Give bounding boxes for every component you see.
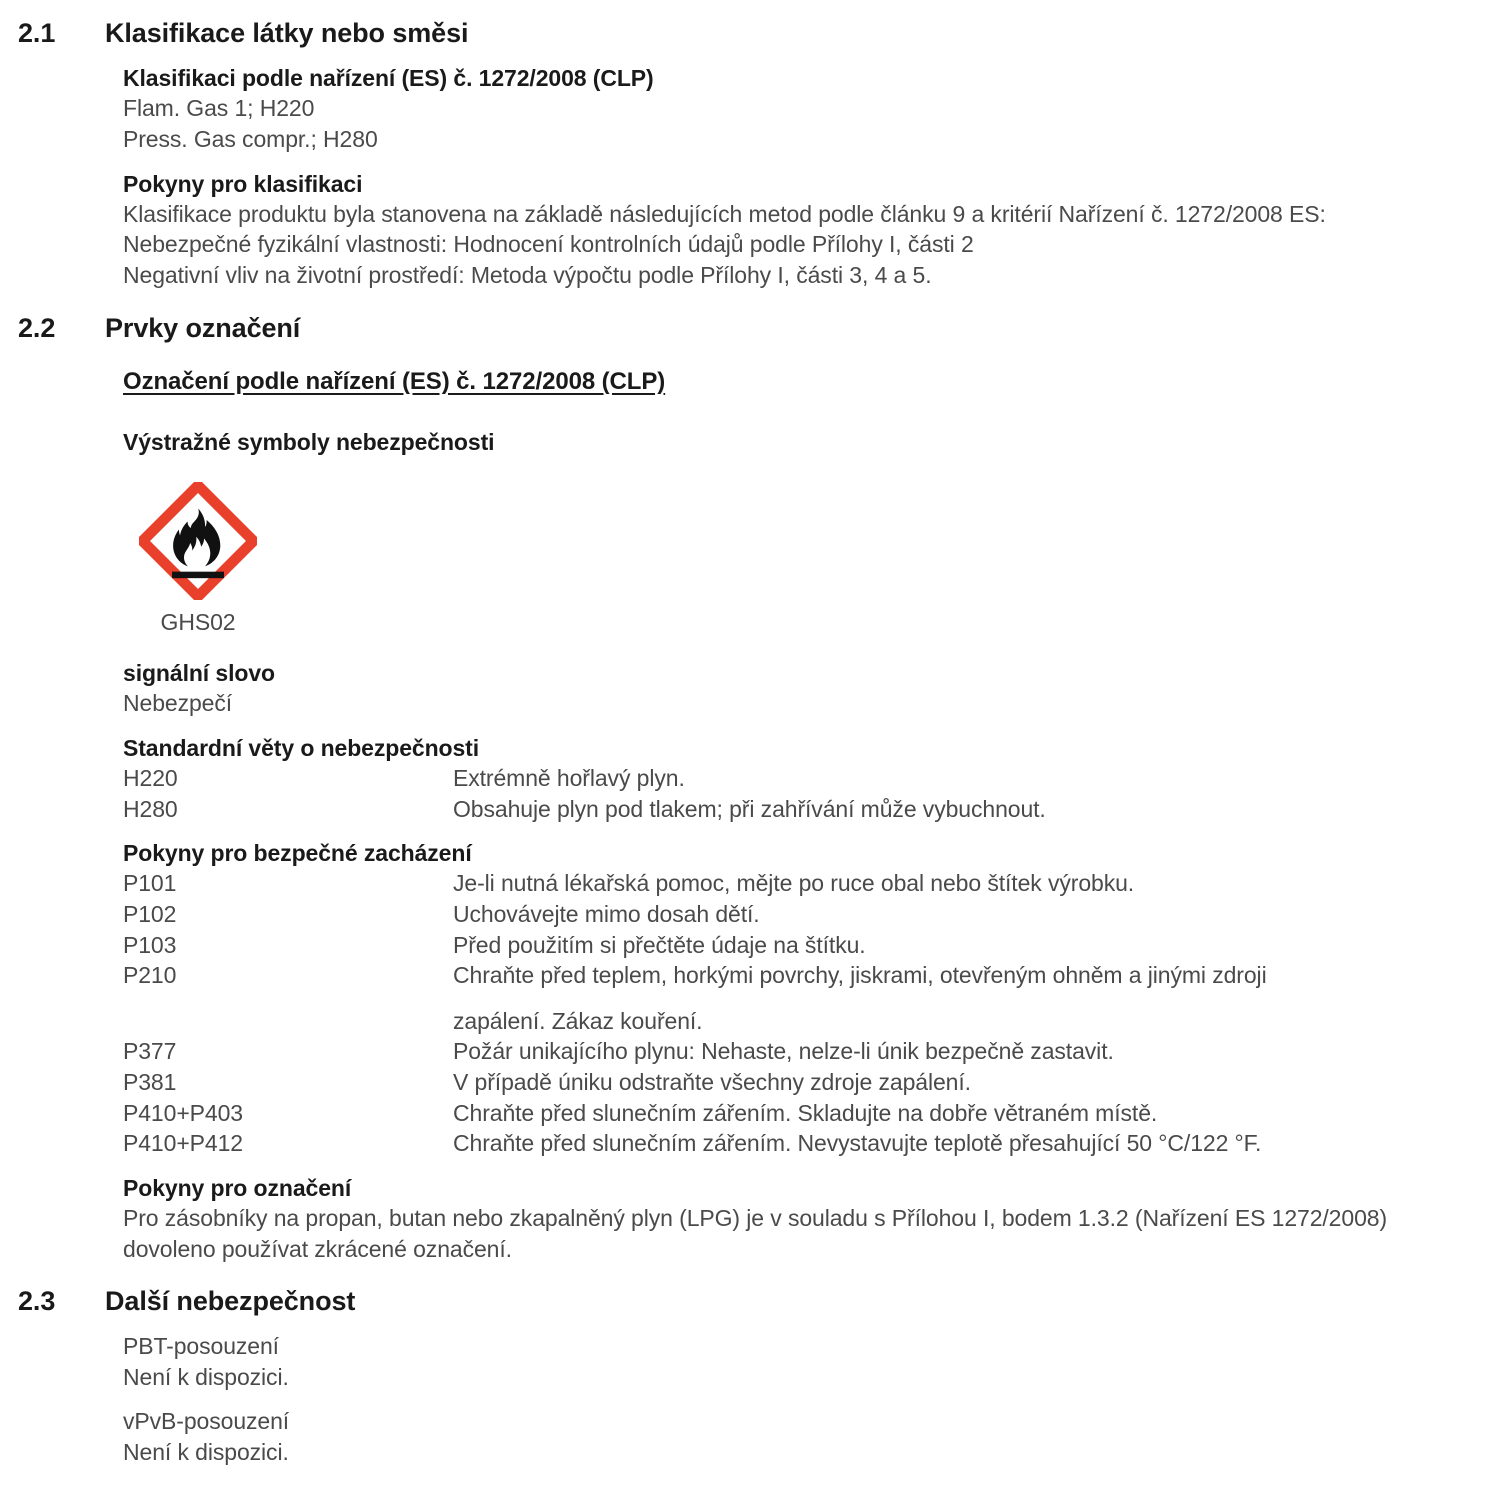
precautionary-statement-row xyxy=(123,868,1480,899)
precautionary-statement-row xyxy=(123,960,1480,1036)
labelling-heading-block xyxy=(123,366,1480,398)
precautionary-statement-text: Je-li nutná lékařská pomoc, mějte po ruce obal nebo štítek výrobku. xyxy=(453,870,1135,897)
section-2-1-body xyxy=(123,63,1480,291)
assessment-label: PBT-posouzení xyxy=(123,1333,279,1360)
section-2-3-body xyxy=(123,1331,1480,1467)
precautionary-statement-row xyxy=(123,899,1480,930)
section-title: Prvky označení xyxy=(105,312,301,343)
hazard-statement-code: H280 xyxy=(123,795,178,822)
hazard-pictogram-ghs02 xyxy=(123,482,273,636)
assessment-value: Není k dispozici. xyxy=(123,1363,289,1390)
section-number: 2.1 xyxy=(18,18,56,48)
signal-word-value: Nebezpečí xyxy=(123,690,233,716)
hazard-statement-row xyxy=(123,763,1480,794)
hazard-statement-text: Obsahuje plyn pod tlakem; při zahřívání může vybuchnout. xyxy=(453,795,1046,822)
section-2-2-body xyxy=(123,658,1480,1265)
assessment-value: Není k dispozici. xyxy=(123,1438,289,1465)
precautionary-statement-code: P377 xyxy=(123,1038,177,1065)
precautionary-statement-text: Před použitím si přečtěte údaje na štítku. xyxy=(453,931,866,958)
precautionary-statement-text: V případě úniku odstraňte všechny zdroje zapálení. xyxy=(453,1068,971,1095)
precautionary-statement-row xyxy=(123,1128,1480,1159)
section-title: Klasifikace látky nebo směsi xyxy=(105,18,469,48)
precautionary-statement-code: P210 xyxy=(123,962,177,989)
precautionary-statement-code: P410+P403 xyxy=(123,1099,243,1126)
hazard-statement-row xyxy=(123,794,1480,825)
precautionary-statement-text: Uchovávejte mimo dosah dětí. xyxy=(453,901,760,928)
classification-line: Press. Gas compr.; H280 xyxy=(123,125,378,152)
precautionary-statement-text-line2: zapálení. Zákaz kouření. xyxy=(453,1007,703,1034)
pictogram-code: GHS02 xyxy=(160,608,236,635)
precautionary-statement-row xyxy=(123,1098,1480,1129)
precautionary-statement-code: P103 xyxy=(123,931,177,958)
hazard-statement-code: H220 xyxy=(123,764,178,791)
flame-icon xyxy=(139,482,257,600)
classification-guidance-heading: Pokyny pro klasifikaci xyxy=(123,170,363,197)
section-number: 2.2 xyxy=(18,312,56,343)
precautionary-statement-text-line1: Chraňte před teplem, horkými povrchy, jiskrami, otevřeným ohněm a jinými zdroji xyxy=(453,962,1267,989)
section-heading-2-3 xyxy=(18,1286,1480,1317)
signal-word-heading: signální slovo xyxy=(123,659,275,686)
precautionary-statement-row xyxy=(123,1067,1480,1098)
classification-heading: Klasifikaci podle nařízení (ES) č. 1272/2008 (CLP) xyxy=(123,65,654,91)
pictograms-heading-block xyxy=(123,427,1480,457)
precautionary-statement-code: P381 xyxy=(123,1068,177,1095)
precautionary-statement-row xyxy=(123,1036,1480,1067)
labelling-guidance-text: Pro zásobníky na propan, butan nebo zkapalněný plyn (LPG) je v souladu s Přílohou I, bodem 1.3.2 (Nařízení ES 1272/2008) dovoleno používat zkrácené označení. xyxy=(123,1205,1388,1262)
precautionary-statement-code: P102 xyxy=(123,901,177,928)
classification-guidance-line: Nebezpečné fyzikální vlastnosti: Hodnocení kontrolních údajů podle Přílohy I, části 2 xyxy=(123,231,974,258)
classification-line: Flam. Gas 1; H220 xyxy=(123,95,315,122)
precautionary-statements-heading: Pokyny pro bezpečné zacházení xyxy=(123,840,472,867)
classification-guidance-line: Negativní vliv na životní prostředí: Metoda výpočtu podle Přílohy I, části 3, 4 a 5. xyxy=(123,262,932,289)
assessment-label: vPvB-posouzení xyxy=(123,1408,290,1435)
precautionary-statement-text: Chraňte před slunečním zářením. Nevystavujte teplotě přesahující 50 °C/122 °F. xyxy=(453,1130,1262,1157)
precautionary-statement-code: P101 xyxy=(123,870,177,897)
precautionary-statement-text xyxy=(453,960,1480,1036)
precautionary-statement-row xyxy=(123,930,1480,961)
precautionary-statement-text: Chraňte před slunečním zářením. Skladujte na dobře větraném místě. xyxy=(453,1099,1158,1126)
hazard-statements-heading: Standardní věty o nebezpečnosti xyxy=(123,734,480,761)
hazard-pictograms-heading: Výstražné symboly nebezpečnosti xyxy=(123,429,495,456)
section-number: 2.3 xyxy=(18,1286,56,1317)
section-heading-2-2 xyxy=(18,313,1480,344)
precautionary-statement-text: Požár unikajícího plynu: Nehaste, nelze-li únik bezpečně zastavit. xyxy=(453,1038,1114,1065)
precautionary-statement-code: P410+P412 xyxy=(123,1130,243,1157)
labelling-guidance-heading: Pokyny pro označení xyxy=(123,1174,352,1201)
section-heading-2-1 xyxy=(18,18,1480,49)
labelling-heading: Označení podle nařízení (ES) č. 1272/2008 (CLP) xyxy=(123,367,666,395)
hazard-statement-text: Extrémně hořlavý plyn. xyxy=(453,764,685,791)
classification-guidance-line: Klasifikace produktu byla stanovena na základě následujících metod podle článku 9 a kritérií Nařízení č. 1272/2008 ES: xyxy=(123,200,1326,227)
section-title: Další nebezpečnost xyxy=(105,1286,356,1317)
